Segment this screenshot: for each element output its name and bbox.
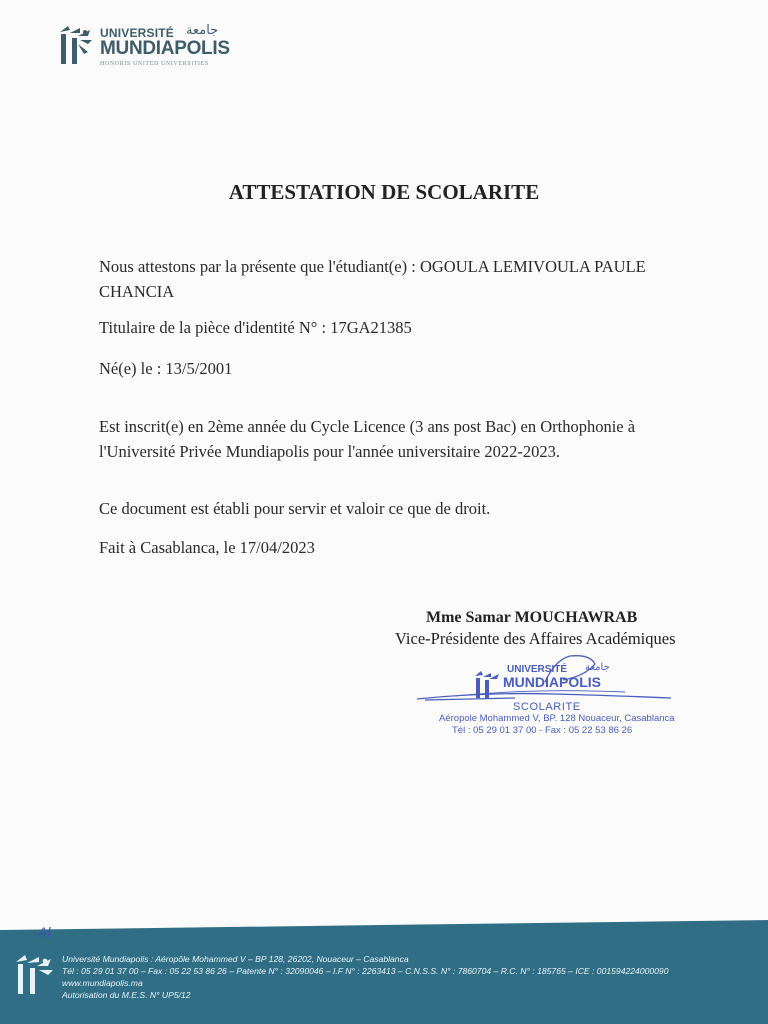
document-title: ATTESTATION DE SCOLARITE	[228, 180, 540, 204]
logo-arabic-label: جامعة	[186, 23, 219, 38]
logo-university-label: UNIVERSITÉ	[100, 26, 175, 40]
logo-wordmark: MUNDIAPOLIS	[100, 38, 230, 59]
signatory-name: Mme Samar MOUCHAWRAB	[426, 609, 638, 626]
stamp-arabic-label: جامعة	[585, 662, 610, 673]
official-stamp	[395, 652, 685, 742]
logo-tagline: HONORIS UNITED UNIVERSITIES	[100, 61, 209, 67]
footer-contact-info	[62, 953, 669, 1001]
student-statement: Nous attestons par la présente que l'étudiant(e) : OGOULA LEMIVOULA PAULE CHANCIA	[99, 257, 646, 301]
enrollment-statement: Est inscrit(e) en 2ème année du Cycle Licence (3 ans post Bac) en Orthophonie à l'Université Privée Mundiapolis pour l'année universitaire 2022-2023.	[99, 417, 636, 461]
stamp-address: Aéropole Mohammed V, BP. 128 Nouaceur, Casablanca	[439, 713, 675, 724]
id-number-line: Titulaire de la pièce d'identité N° : 17GA21385	[99, 318, 412, 337]
footer-address-line: Université Mundiapolis : Aéropôle Mohammed V – BP 128, 26202, Nouaceur – Casablanca	[62, 954, 409, 964]
stamp-wordmark: MUNDIAPOLIS	[503, 674, 601, 690]
footer-website-link[interactable]: www.mundiapolis.ma	[62, 978, 143, 988]
place-and-date: Fait à Casablanca, le 17/04/2023	[99, 538, 315, 557]
signatory-role: Vice-Présidente des Affaires Académiques	[395, 629, 676, 648]
university-logo	[58, 24, 258, 72]
handwritten-initials: Al	[38, 924, 51, 940]
footer-legal-line: Tél : 05 29 01 37 00 – Fax : 05 22 53 86 26 – Patente N° : 32090046 – I.F N° : 2263413 – C.N.S.S. N° : 7860704 – R.C. N° : 185765 – ICE : 001594224000090	[62, 966, 669, 976]
purpose-statement: Ce document est établi pour servir et valoir ce que de droit.	[99, 499, 491, 518]
stamp-university-label: UNIVERSITÉ	[507, 664, 568, 675]
footer-logo-icon	[14, 950, 56, 998]
stamp-logo-icon	[473, 670, 501, 700]
footer-authorization-line: Autorisation du M.E.S. N° UP5/12	[62, 990, 191, 1000]
birth-date-line: Né(e) le : 13/5/2001	[99, 359, 233, 378]
stamp-service-label: SCOLARITE	[513, 701, 581, 713]
stamp-phone: Tél : 05 29 01 37 00 - Fax : 05 22 53 86 26	[452, 725, 633, 736]
mundiapolis-logo-icon	[58, 24, 94, 66]
